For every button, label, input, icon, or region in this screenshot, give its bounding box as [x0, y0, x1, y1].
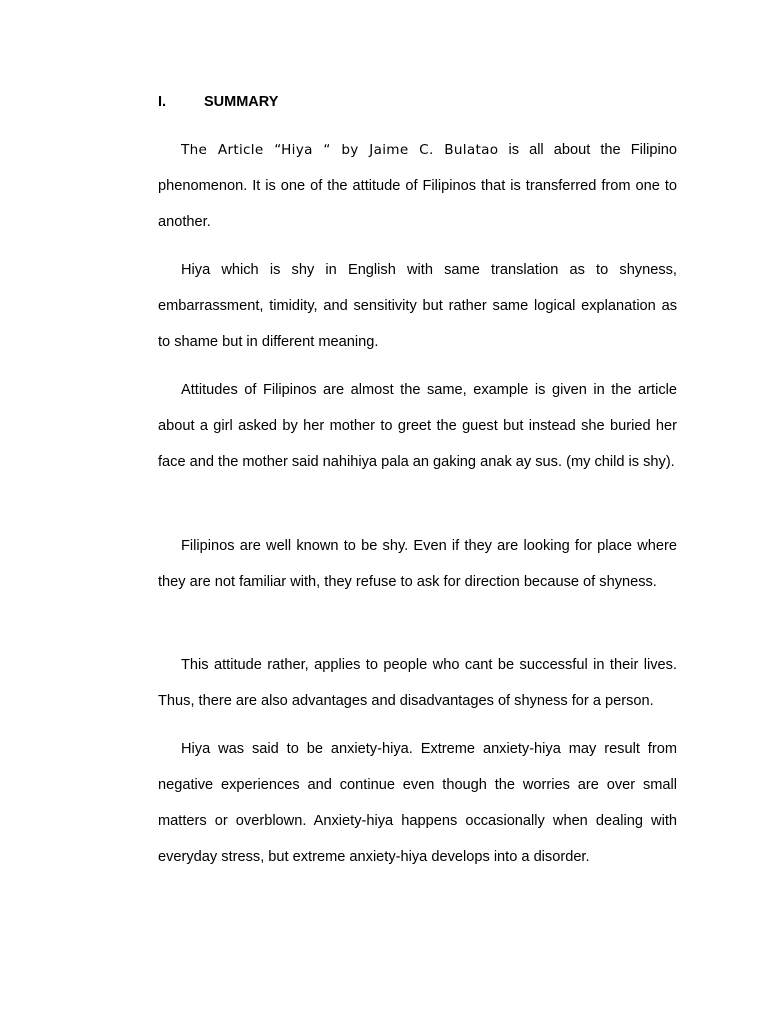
section-title: SUMMARY [204, 94, 279, 110]
paragraph-6: Hiya was said to be anxiety-hiya. Extreme anxiety-hiya may result from negative experiences and continue even though the worries are over small matters or overblown. Anxiety-hiya happens occasionally when dealing with everyday stress, but extreme anxiety-hiya develops into a disorder. [158, 741, 677, 865]
paragraph-5: This attitude rather, applies to people who cant be successful in their lives. Thus, there are also advantages and disadvantages of shyness for a person. [158, 657, 677, 709]
paragraph-3: Attitudes of Filipinos are almost the same, example is given in the article about a girl asked by her mother to greet the guest but instead she buried her face and the mother said nahihiya pala an gaking anak ay sus. (my child is shy). [158, 382, 677, 470]
paragraph-1 [158, 132, 677, 240]
article-reference: The Article “Hiya “ by Jaime C. Bulatao [181, 142, 499, 158]
section-number: I. [158, 94, 167, 110]
paragraph-2: Hiya which is shy in English with same translation as to shyness, embarrassment, timidity, and sensitivity but rather same logical explanation as to shame but in different meaning. [158, 262, 677, 350]
section-heading [158, 92, 678, 112]
paragraph-4: Filipinos are well known to be shy. Even if they are looking for place where they are not familiar with, they refuse to ask for direction because of shyness. [158, 538, 677, 590]
paragraph-1-text: is all about the Filipino phenomenon. It is one of the attitude of Filipinos that is transferred from one to another. [158, 142, 677, 230]
